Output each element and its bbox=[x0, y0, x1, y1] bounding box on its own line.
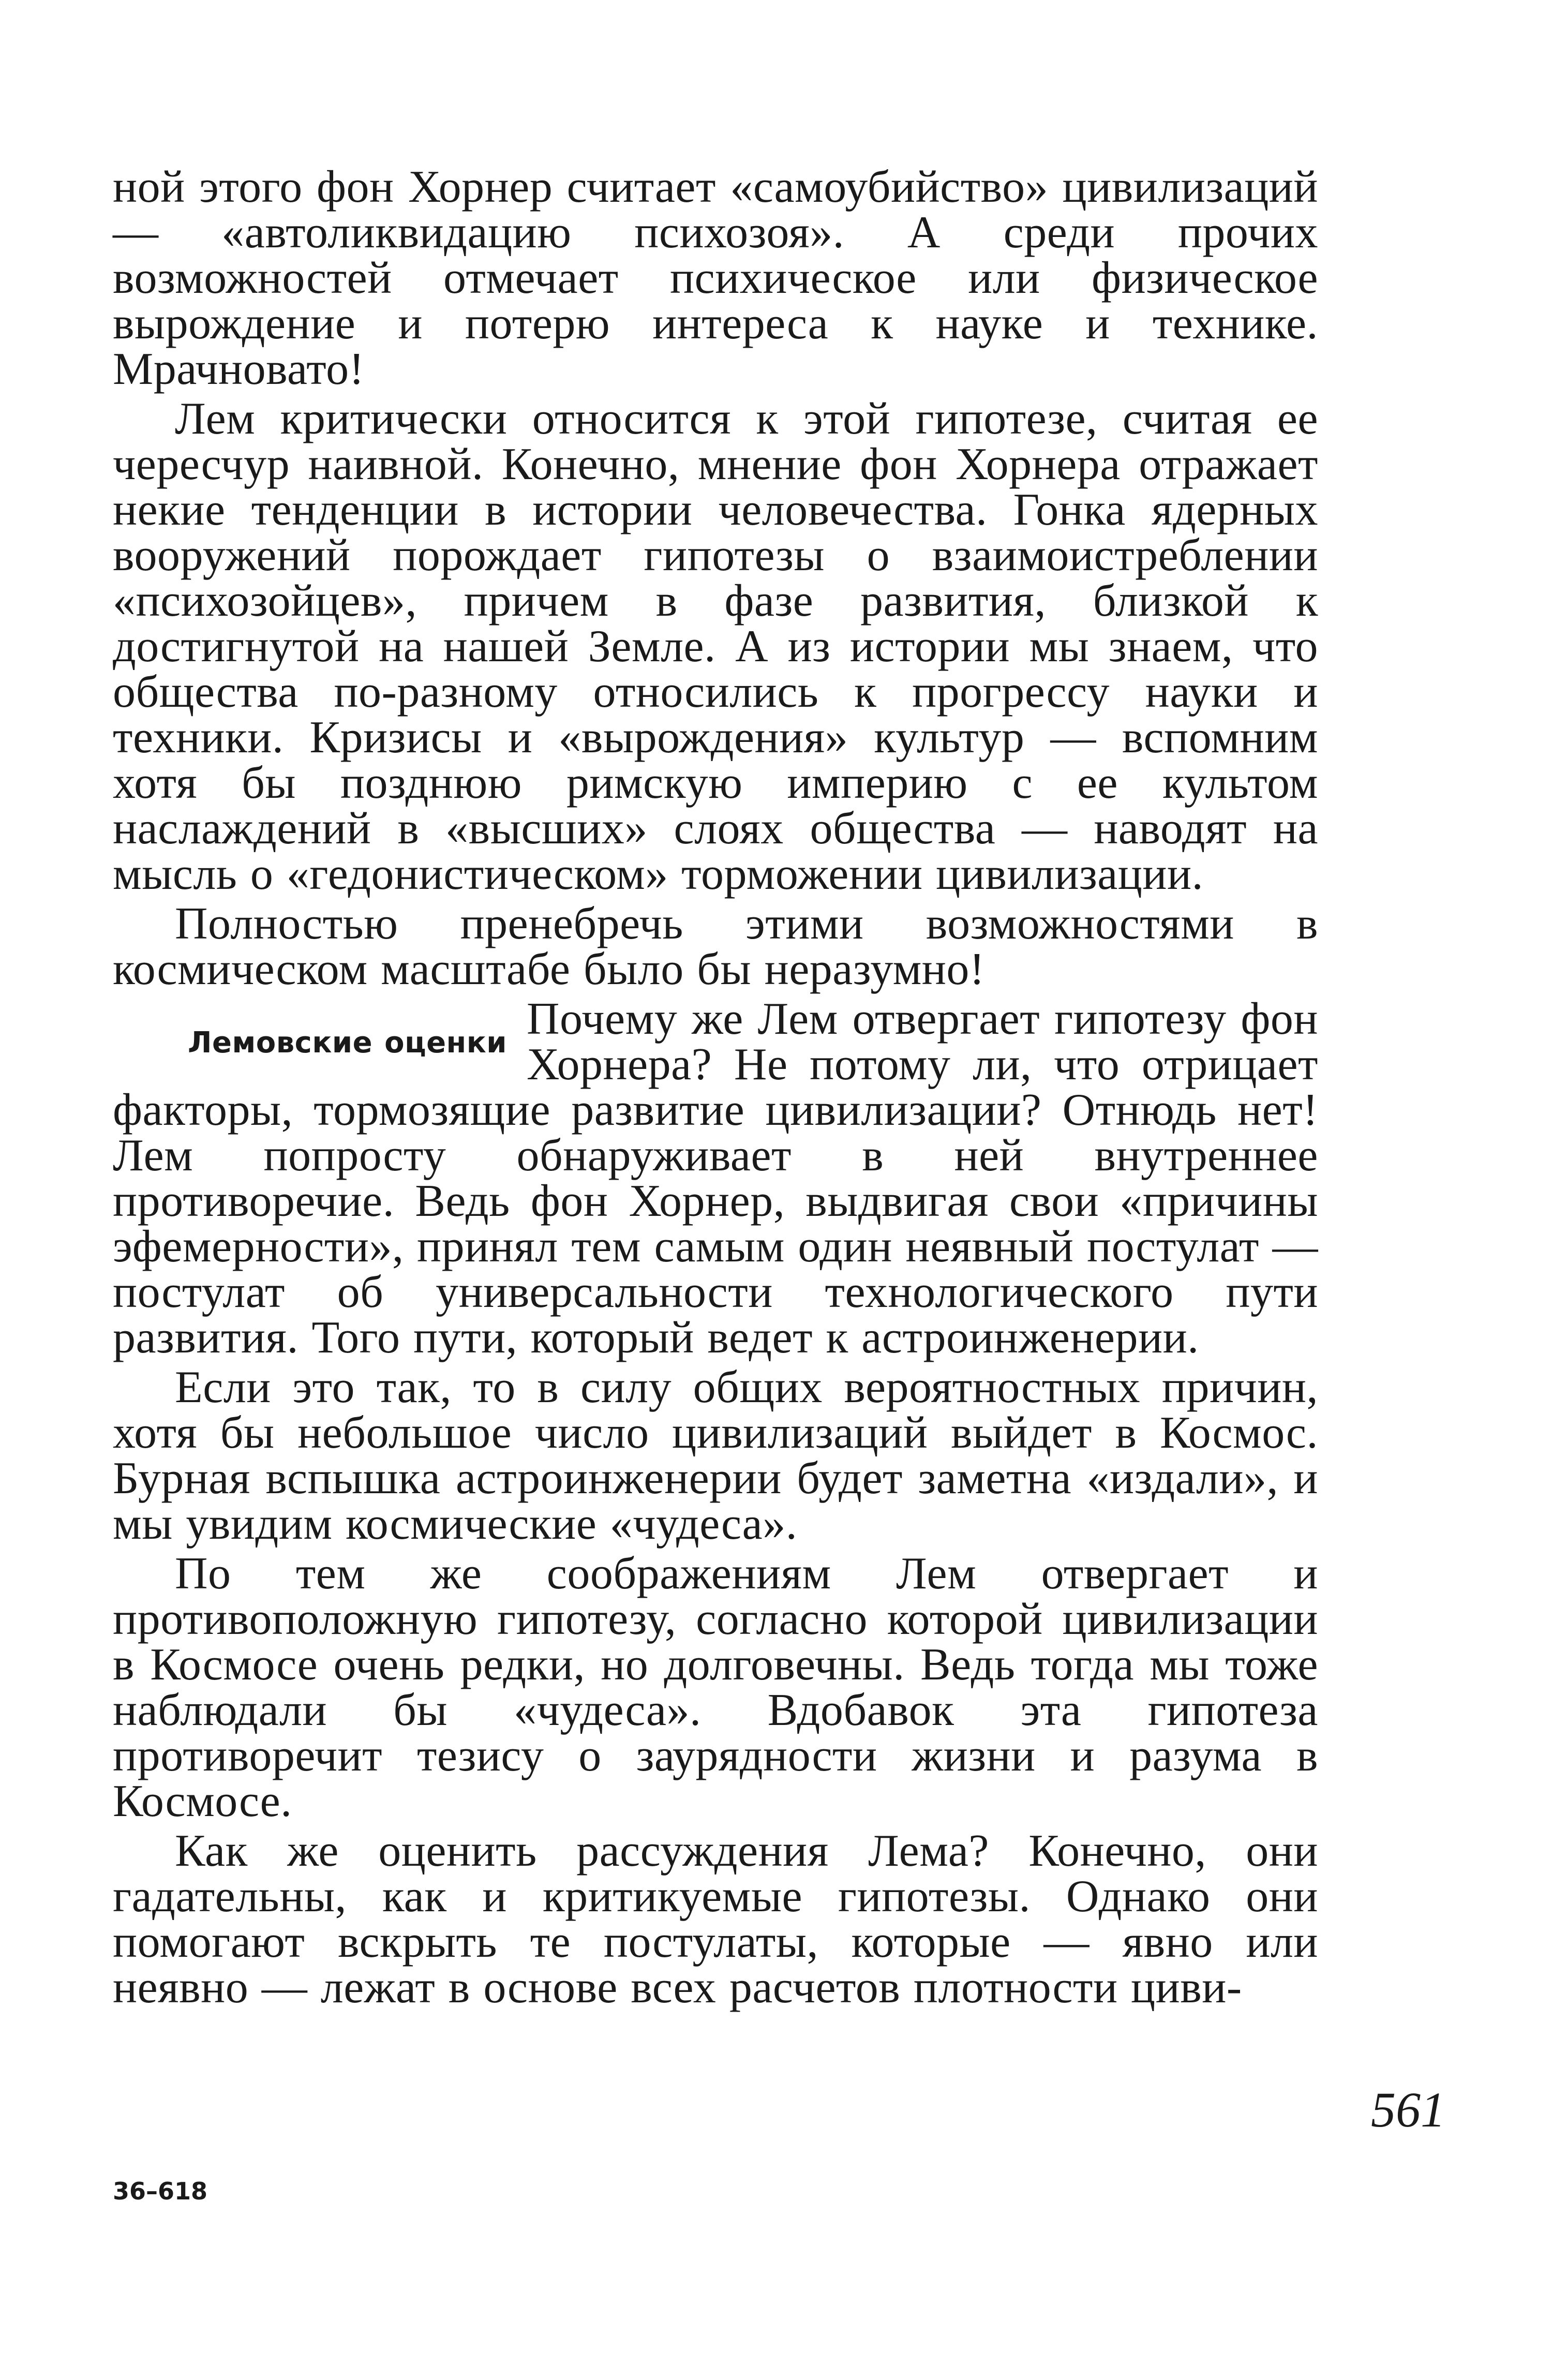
paragraph-7: Как же оценить рассуждения Лема? Конечно, они гадательны, как и критикуемые гипотезы. Однако они помогают вскрыть те постулаты, которые — явно или неявно — лежат в основе всех расчетов плотности циви- bbox=[113, 1826, 1318, 2013]
paragraph-5: Если это так, то в силу общих вероятностных причин, хотя бы небольшое число цивилизаций выйдет в Космос. Бурная вспышка астроинженерии будет заметна «издали», и мы увидим космические «чудеса». bbox=[113, 1362, 1318, 1549]
paragraph-2: Лем критически относится к этой гипотезе, считая ее чересчур наивной. Конечно, мнение фон Хорнера отражает некие тенденции в истории человечества. Гонка ядерных вооружений порождает гипотезы о взаимоистреблении «психозойцев», причем в фазе развития, близкой к достигнутой на нашей Земле. А из истории мы знаем, что общества по-разному относились к прогрессу науки и техники. Кризисы и «вырождения» культур — вспомним хотя бы позднюю римскую империю с ее культом наслаждений в «высших» слоях общества — наводят на мысль о «гедонистическом» торможении цивилизации. bbox=[113, 394, 1318, 899]
marginal-heading-box bbox=[113, 996, 527, 1088]
paragraph-4: Почему же Лем отвергает гипотезу фон Хорнера? Не потому ли, что отрицает факторы, тормозящие развитие цивилизации? Отнюдь нет! Лем попросту обнаруживает в ней внутреннее противоречие. Ведь фон Хорнер, выдвигая свои «причины эфемерности», принял тем самым один неявный постулат — постулат об универсальности технологического пути развития. Того пути, который ведет к астроинженерии. bbox=[113, 994, 1318, 1363]
printer-signature-mark: 36–618 bbox=[113, 2177, 208, 2205]
page-number: 561 bbox=[1371, 2082, 1445, 2137]
paragraph-4-with-marginal-heading bbox=[113, 996, 1318, 1361]
paragraph-1: ной этого фон Хорнер считает «самоубийство» цивилизаций — «автоликвидацию психозоя». А среди прочих возможностей отмечает психическое или физическое вырождение и потерю интереса к науке и технике. Мрачновато! bbox=[113, 162, 1318, 394]
marginal-heading: Лемовские оценки bbox=[188, 1026, 507, 1060]
paragraph-3: Полностью пренебречь этими возможностями в космическом масштабе было бы неразумно! bbox=[113, 899, 1318, 994]
paragraph-6: По тем же соображениям Лем отвергает и противоположную гипотезу, согласно которой цивилизации в Космосе очень редки, но долговечны. Ведь тогда мы тоже наблюдали бы «чудеса». Вдобавок эта гипотеза противоречит тезису о заурядности жизни и разума в Космосе. bbox=[113, 1549, 1318, 1826]
body-text bbox=[113, 162, 1318, 2013]
